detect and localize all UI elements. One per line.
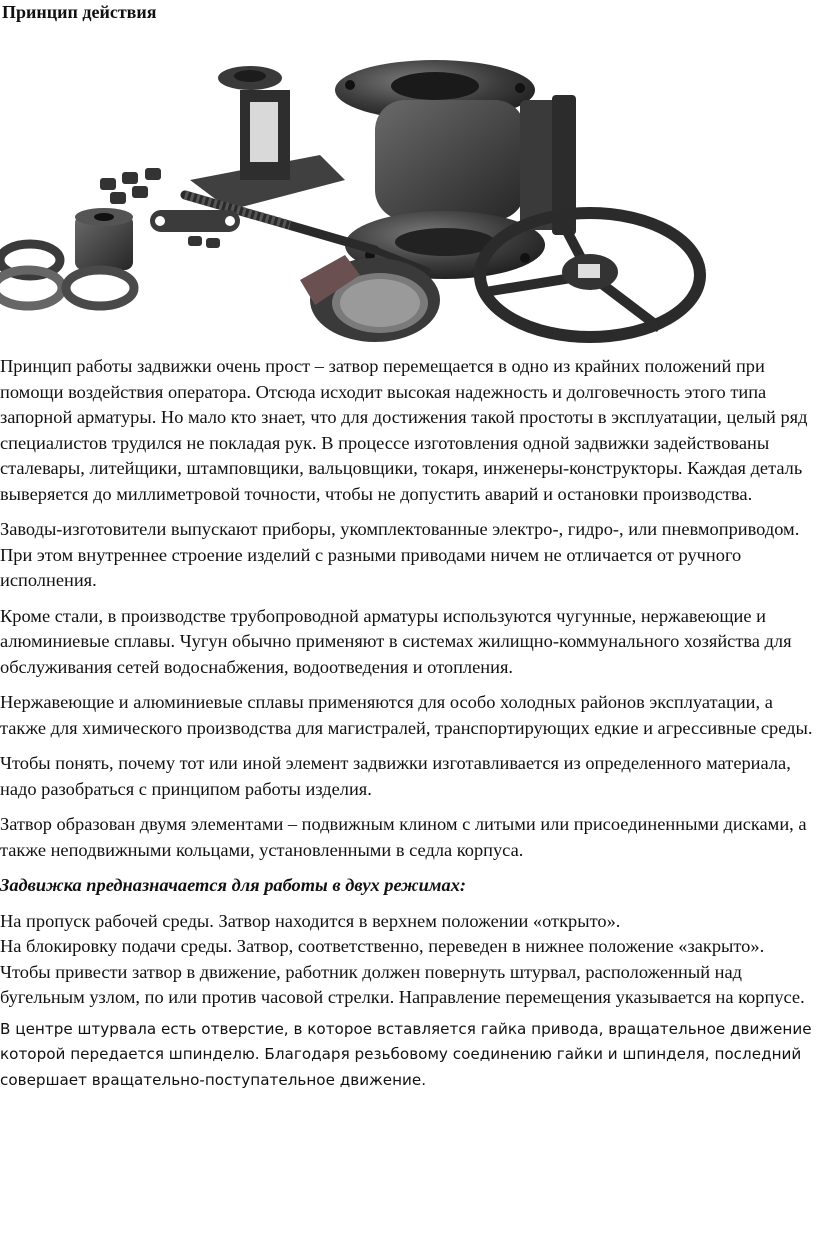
paragraph-principle: Принцип работы задвижки очень прост – затвор перемещается в одно из крайних положений при помощи воздействия оператора. Отсюда исходит высокая надежность и долговечность этого типа запорной арматуры. Но мало кто знает, что для достижения такой простоты в эксплуатации, целый ряд специалистов трудился не покладая рук. В процессе изготовления одной задвижки задействованы сталевары, литейщики, штамповщики, вальцовщики, токаря, инженеры-конструкторы. Каждая деталь выверяется до миллиметровой точности, чтобы не допустить аварий и остановки производства. <box>0 356 808 504</box>
handwheel <box>480 213 700 337</box>
gland-flange <box>150 210 240 232</box>
page-title: Принцип действия <box>2 2 157 22</box>
paragraph-handwheel: Чтобы привести затвор в движение, работник должен повернуть штурвал, расположенный над бугельным узлом, по или против часовой стрелки. Направление перемещения указывается на корпусе. <box>0 961 805 1007</box>
paragraph-understanding: Чтобы понять, почему тот или иной элемент задвижки изготавливается из определенного материала, надо разобраться с принципом работы изделия. <box>0 753 791 799</box>
modes-heading: Задвижка предназначается для работы в двух режимах: <box>0 875 467 895</box>
mode-closed: На блокировку подачи среды. Затвор, соответственно, переведен в нижнее положение «закрыто». <box>0 936 765 956</box>
paragraph-materials: Кроме стали, в производстве трубопроводной арматуры используются чугунные, нержавеющие и алюминиевые сплавы. Чугун обычно применяют в системах жилищно-коммунального хозяйства для обслуживания сетей водоснабжения, водоотведения и отопления. <box>0 605 792 677</box>
paragraph-drives: Заводы-изготовители выпускают приборы, укомплектованные электро-, гидро-, или пневмоприводом. При этом внутреннее строение изделий с разными приводами ничем не отличается от ручного исполнения. <box>0 519 800 590</box>
paragraph-alloys: Нержавеющие и алюминиевые сплавы применяются для особо холодных районов эксплуатации, а также для химического производства для магистралей, транспортирующих едкие и агрессивные среды. <box>0 692 813 738</box>
valve-parts-photo <box>0 60 816 350</box>
mode-open: На пропуск рабочей среды. Затвор находится в верхнем положении «открыто». <box>0 910 621 931</box>
paragraph-gate: Затвор образован двумя элементами – подвижным клином с литыми или присоединенными дисками, а также неподвижными кольцами, установленными в седла корпуса. <box>0 814 807 860</box>
modes-block <box>0 909 816 1011</box>
paragraph-drive-nut: В центре штурвала есть отверстие, в которое вставляется гайка привода, вращательное движение которой передается шпинделю. Благодаря резьбовому соединению гайки и шпинделя, последний совершает вращательно-поступательное движение. <box>0 1019 812 1089</box>
bushing <box>75 208 133 270</box>
yoke-assembly <box>190 66 345 210</box>
article-body <box>0 354 816 1103</box>
